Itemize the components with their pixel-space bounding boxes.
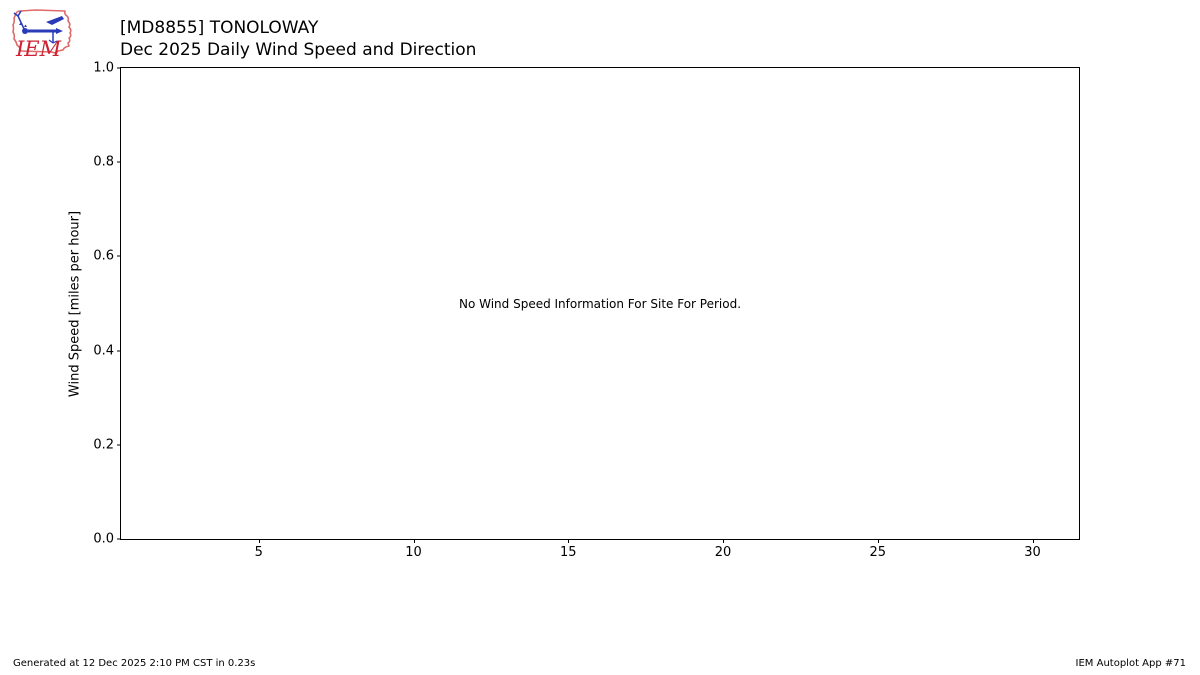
- iem-logo: [6, 3, 78, 61]
- plot-area: [93, 60, 1080, 560]
- y-tick-label: 0.8: [93, 154, 114, 170]
- y-axis-label: Wind Speed [miles per hour]: [67, 210, 83, 398]
- chart-title-line1: [MD8855] TONOLOWAY: [120, 18, 319, 38]
- y-tick-mark: [117, 350, 121, 351]
- y-tick-label: 0.4: [93, 343, 114, 359]
- chart-title-line2: Dec 2025 Daily Wind Speed and Direction: [120, 40, 477, 60]
- y-tick-mark: [117, 444, 121, 445]
- y-tick-label: 1.0: [93, 60, 114, 76]
- y-tick-label: 0.2: [93, 437, 114, 453]
- x-tick-mark: [414, 539, 415, 543]
- y-tick-mark: [117, 162, 121, 163]
- y-tick-label: 0.6: [93, 248, 114, 264]
- x-tick-mark: [1033, 539, 1034, 543]
- x-tick-label: 25: [869, 545, 887, 560]
- chart-title-block: [120, 17, 476, 61]
- x-tick-label: 15: [559, 545, 577, 560]
- x-tick-label: 10: [405, 545, 422, 560]
- app-credit: IEM Autoplot App #71: [1075, 658, 1186, 669]
- x-tick-label: 20: [714, 545, 732, 560]
- generated-timestamp: Generated at 12 Dec 2025 2:10 PM CST in 0.23s: [13, 658, 256, 669]
- x-tick-label: 5: [254, 545, 263, 560]
- y-tick-mark: [117, 256, 121, 257]
- x-tick-mark: [878, 539, 879, 543]
- y-tick-label: 0.0: [93, 531, 114, 547]
- y-tick-mark: [117, 68, 121, 69]
- x-tick-mark: [723, 539, 724, 543]
- no-data-message: No Wind Speed Information For Site For Period.: [458, 296, 742, 311]
- x-tick-mark: [259, 539, 260, 543]
- x-tick-mark: [568, 539, 569, 543]
- iem-logo-text: IEM: [16, 37, 62, 61]
- y-tick-mark: [117, 539, 121, 540]
- x-tick-label: 30: [1024, 545, 1041, 560]
